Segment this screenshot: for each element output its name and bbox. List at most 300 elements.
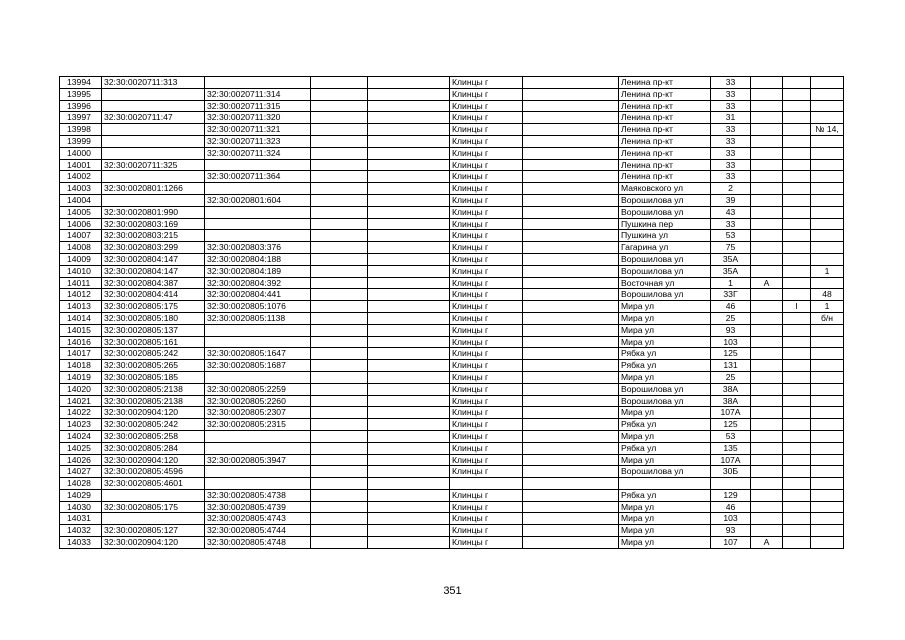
cell-cadastral-number-2: 32:30:0020805:3947 <box>205 454 311 466</box>
cell-house-number: 129 <box>711 489 751 501</box>
cell-col-empty-2 <box>368 230 450 242</box>
table-row <box>60 289 844 301</box>
cell-cadastral-number-1: 32:30:0020801:990 <box>102 206 205 218</box>
cell-cadastral-number-1: 32:30:0020805:161 <box>102 336 205 348</box>
cell-street: Ворошилова ул <box>619 395 711 407</box>
cell-col-empty-3 <box>523 525 619 537</box>
cell-building-letter <box>751 88 783 100</box>
cell-col-empty-3 <box>523 537 619 549</box>
table-row <box>60 478 844 490</box>
cell-col-empty-2 <box>368 124 450 136</box>
cell-building-letter <box>751 147 783 159</box>
cell-cadastral-number-1: 32:30:0020904:120 <box>102 407 205 419</box>
cell-col-empty-3 <box>523 230 619 242</box>
cell-street: Мира ул <box>619 430 711 442</box>
cell-col-empty-2 <box>368 348 450 360</box>
cell-col-empty-1 <box>311 336 368 348</box>
data-table <box>59 76 844 549</box>
cell-building-letter <box>751 371 783 383</box>
cell-row-number: 13995 <box>60 88 102 100</box>
cell-house-number: 33 <box>711 88 751 100</box>
cell-house-number: 43 <box>711 206 751 218</box>
table-row <box>60 466 844 478</box>
cell-building-letter <box>751 242 783 254</box>
cell-house-number: 53 <box>711 430 751 442</box>
cell-corpus <box>783 312 811 324</box>
cell-cadastral-number-2: 32:30:0020804:189 <box>205 265 311 277</box>
cell-col-empty-3 <box>523 112 619 124</box>
cell-city: Клинцы г <box>450 171 523 183</box>
cell-col-empty-1 <box>311 525 368 537</box>
cell-building-letter <box>751 419 783 431</box>
cell-col-empty-3 <box>523 100 619 112</box>
cell-row-number: 14031 <box>60 513 102 525</box>
table-row <box>60 112 844 124</box>
cell-col-empty-1 <box>311 112 368 124</box>
cell-cadastral-number-2 <box>205 478 311 490</box>
cell-building-letter <box>751 466 783 478</box>
cell-apartment <box>811 135 844 147</box>
cell-building-letter: А <box>751 277 783 289</box>
cell-apartment <box>811 407 844 419</box>
cell-apartment <box>811 513 844 525</box>
cell-apartment: 48 <box>811 289 844 301</box>
cell-col-empty-2 <box>368 525 450 537</box>
cell-corpus <box>783 419 811 431</box>
cell-col-empty-1 <box>311 159 368 171</box>
cell-corpus <box>783 525 811 537</box>
cell-building-letter <box>751 112 783 124</box>
cell-cadastral-number-2: 32:30:0020805:1138 <box>205 312 311 324</box>
cell-cadastral-number-1 <box>102 171 205 183</box>
cell-col-empty-3 <box>523 242 619 254</box>
cell-house-number: 107 <box>711 537 751 549</box>
cell-apartment <box>811 194 844 206</box>
cell-corpus <box>783 336 811 348</box>
cell-row-number: 14010 <box>60 265 102 277</box>
cell-cadastral-number-2: 32:30:0020711:321 <box>205 124 311 136</box>
cell-col-empty-3 <box>523 336 619 348</box>
cell-building-letter <box>751 407 783 419</box>
cell-row-number: 13999 <box>60 135 102 147</box>
cell-house-number: 35А <box>711 265 751 277</box>
cell-house-number: 33 <box>711 159 751 171</box>
cell-street: Маяковского ул <box>619 183 711 195</box>
cell-col-empty-2 <box>368 206 450 218</box>
cell-house-number: 75 <box>711 242 751 254</box>
cell-cadastral-number-2 <box>205 324 311 336</box>
cell-cadastral-number-2: 32:30:0020711:314 <box>205 88 311 100</box>
cell-house-number: 33 <box>711 135 751 147</box>
table-row <box>60 147 844 159</box>
cell-cadastral-number-2: 32:30:0020805:1687 <box>205 360 311 372</box>
cell-house-number: 33 <box>711 100 751 112</box>
cell-row-number: 14027 <box>60 466 102 478</box>
cell-street: Ворошилова ул <box>619 265 711 277</box>
cell-street: Мира ул <box>619 525 711 537</box>
cell-house-number: 30Б <box>711 466 751 478</box>
cell-city: Клинцы г <box>450 124 523 136</box>
cell-row-number: 14005 <box>60 206 102 218</box>
cell-col-empty-1 <box>311 324 368 336</box>
cell-city: Клинцы г <box>450 183 523 195</box>
cell-street: Гагарина ул <box>619 242 711 254</box>
cell-col-empty-3 <box>523 171 619 183</box>
cell-col-empty-2 <box>368 171 450 183</box>
cell-city: Клинцы г <box>450 289 523 301</box>
cell-house-number: 125 <box>711 348 751 360</box>
cell-city: Клинцы г <box>450 77 523 89</box>
cell-apartment <box>811 360 844 372</box>
cell-col-empty-3 <box>523 147 619 159</box>
cell-col-empty-1 <box>311 312 368 324</box>
cell-street: Ленина пр-кт <box>619 77 711 89</box>
cell-cadastral-number-2 <box>205 466 311 478</box>
cell-cadastral-number-2: 32:30:0020805:1647 <box>205 348 311 360</box>
cell-building-letter <box>751 183 783 195</box>
cell-building-letter <box>751 289 783 301</box>
cell-col-empty-1 <box>311 383 368 395</box>
cell-col-empty-3 <box>523 407 619 419</box>
cell-col-empty-1 <box>311 478 368 490</box>
cell-apartment <box>811 218 844 230</box>
table-row <box>60 360 844 372</box>
cell-corpus <box>783 466 811 478</box>
cell-building-letter <box>751 218 783 230</box>
cell-house-number: 31 <box>711 112 751 124</box>
cell-city: Клинцы г <box>450 301 523 313</box>
cell-city: Клинцы г <box>450 360 523 372</box>
cell-col-empty-3 <box>523 360 619 372</box>
cell-house-number: 1 <box>711 277 751 289</box>
cell-row-number: 14006 <box>60 218 102 230</box>
table-row <box>60 336 844 348</box>
cell-street: Мира ул <box>619 324 711 336</box>
cell-house-number: 93 <box>711 324 751 336</box>
cell-cadastral-number-1: 32:30:0020805:127 <box>102 525 205 537</box>
cell-building-letter <box>751 454 783 466</box>
cell-street: Мира ул <box>619 407 711 419</box>
cell-cadastral-number-2 <box>205 442 311 454</box>
cell-city: Клинцы г <box>450 253 523 265</box>
cell-col-empty-2 <box>368 407 450 419</box>
cell-cadastral-number-2: 32:30:0020805:2260 <box>205 395 311 407</box>
cell-corpus <box>783 407 811 419</box>
cell-apartment <box>811 525 844 537</box>
cell-col-empty-3 <box>523 395 619 407</box>
cell-col-empty-1 <box>311 348 368 360</box>
cell-cadastral-number-1: 32:30:0020711:47 <box>102 112 205 124</box>
cell-row-number: 14018 <box>60 360 102 372</box>
cell-street <box>619 478 711 490</box>
cell-row-number: 14025 <box>60 442 102 454</box>
table-row <box>60 124 844 136</box>
table-row <box>60 430 844 442</box>
cell-col-empty-1 <box>311 371 368 383</box>
cell-street: Ворошилова ул <box>619 466 711 478</box>
cell-street: Ленина пр-кт <box>619 135 711 147</box>
cell-cadastral-number-2 <box>205 430 311 442</box>
cell-cadastral-number-2: 32:30:0020711:364 <box>205 171 311 183</box>
cell-house-number: 33 <box>711 147 751 159</box>
table-row <box>60 371 844 383</box>
cell-col-empty-2 <box>368 100 450 112</box>
cell-cadastral-number-1: 32:30:0020805:242 <box>102 348 205 360</box>
cell-col-empty-3 <box>523 124 619 136</box>
cell-col-empty-3 <box>523 265 619 277</box>
cell-cadastral-number-1: 32:30:0020711:313 <box>102 77 205 89</box>
cell-col-empty-2 <box>368 77 450 89</box>
table-row <box>60 230 844 242</box>
cell-col-empty-1 <box>311 253 368 265</box>
cell-cadastral-number-2: 32:30:0020805:4743 <box>205 513 311 525</box>
cell-street: Мира ул <box>619 513 711 525</box>
cell-cadastral-number-1 <box>102 513 205 525</box>
cell-cadastral-number-1: 32:30:0020805:284 <box>102 442 205 454</box>
cell-row-number: 14021 <box>60 395 102 407</box>
cell-city: Клинцы г <box>450 312 523 324</box>
cell-row-number: 14026 <box>60 454 102 466</box>
cell-col-empty-2 <box>368 336 450 348</box>
cell-col-empty-1 <box>311 301 368 313</box>
cell-city: Клинцы г <box>450 513 523 525</box>
cell-row-number: 14017 <box>60 348 102 360</box>
cell-cadastral-number-1: 32:30:0020805:137 <box>102 324 205 336</box>
cell-house-number: 125 <box>711 419 751 431</box>
cell-cadastral-number-2: 32:30:0020711:324 <box>205 147 311 159</box>
cell-col-empty-2 <box>368 454 450 466</box>
cell-col-empty-2 <box>368 88 450 100</box>
cell-cadastral-number-2 <box>205 371 311 383</box>
cell-col-empty-1 <box>311 88 368 100</box>
cell-row-number: 14009 <box>60 253 102 265</box>
cell-row-number: 14032 <box>60 525 102 537</box>
cell-corpus <box>783 230 811 242</box>
cell-col-empty-1 <box>311 419 368 431</box>
cell-corpus <box>783 253 811 265</box>
cell-corpus: I <box>783 301 811 313</box>
cell-corpus <box>783 442 811 454</box>
table-row <box>60 301 844 313</box>
cell-apartment <box>811 466 844 478</box>
cell-cadastral-number-1: 32:30:0020805:258 <box>102 430 205 442</box>
cell-cadastral-number-1 <box>102 147 205 159</box>
cell-cadastral-number-1: 32:30:0020805:175 <box>102 301 205 313</box>
cell-apartment <box>811 537 844 549</box>
cell-street: Мира ул <box>619 537 711 549</box>
cell-city: Клинцы г <box>450 112 523 124</box>
cell-col-empty-2 <box>368 242 450 254</box>
cell-cadastral-number-1: 32:30:0020804:387 <box>102 277 205 289</box>
cell-city: Клинцы г <box>450 466 523 478</box>
cell-cadastral-number-1 <box>102 489 205 501</box>
cell-col-empty-2 <box>368 395 450 407</box>
cell-corpus <box>783 77 811 89</box>
cell-street: Мира ул <box>619 301 711 313</box>
cell-cadastral-number-2: 32:30:0020805:2259 <box>205 383 311 395</box>
cell-row-number: 14004 <box>60 194 102 206</box>
table-row <box>60 489 844 501</box>
cell-col-empty-3 <box>523 501 619 513</box>
cell-col-empty-2 <box>368 537 450 549</box>
cell-col-empty-2 <box>368 253 450 265</box>
cell-col-empty-2 <box>368 301 450 313</box>
cell-building-letter <box>751 265 783 277</box>
cell-building-letter <box>751 478 783 490</box>
cell-house-number: 33 <box>711 77 751 89</box>
cell-apartment <box>811 348 844 360</box>
cell-apartment <box>811 147 844 159</box>
cell-col-empty-1 <box>311 513 368 525</box>
cell-building-letter <box>751 171 783 183</box>
cell-apartment <box>811 253 844 265</box>
cell-street: Ленина пр-кт <box>619 88 711 100</box>
cell-cadastral-number-2: 32:30:0020805:2307 <box>205 407 311 419</box>
cell-city: Клинцы г <box>450 454 523 466</box>
cell-row-number: 14033 <box>60 537 102 549</box>
cell-building-letter <box>751 194 783 206</box>
cell-house-number: 33Г <box>711 289 751 301</box>
cell-street: Рябка ул <box>619 442 711 454</box>
cell-house-number: 39 <box>711 194 751 206</box>
cell-col-empty-1 <box>311 430 368 442</box>
cell-corpus <box>783 360 811 372</box>
table-row <box>60 77 844 89</box>
cell-apartment <box>811 383 844 395</box>
cell-apartment: 1 <box>811 265 844 277</box>
cell-col-empty-2 <box>368 501 450 513</box>
cell-col-empty-3 <box>523 371 619 383</box>
cell-apartment <box>811 430 844 442</box>
table-row <box>60 242 844 254</box>
cell-building-letter <box>751 312 783 324</box>
cell-apartment <box>811 501 844 513</box>
cell-col-empty-3 <box>523 348 619 360</box>
cell-col-empty-1 <box>311 265 368 277</box>
cell-city <box>450 478 523 490</box>
cell-corpus <box>783 289 811 301</box>
cell-cadastral-number-2: 32:30:0020805:2315 <box>205 419 311 431</box>
cell-city: Клинцы г <box>450 194 523 206</box>
cell-row-number: 14022 <box>60 407 102 419</box>
cell-building-letter <box>751 230 783 242</box>
cell-col-empty-2 <box>368 312 450 324</box>
cell-apartment <box>811 230 844 242</box>
cell-corpus <box>783 454 811 466</box>
cell-row-number: 14000 <box>60 147 102 159</box>
cell-house-number: 46 <box>711 301 751 313</box>
table-row <box>60 383 844 395</box>
cell-corpus <box>783 88 811 100</box>
cell-house-number: 103 <box>711 336 751 348</box>
cell-cadastral-number-2: 32:30:0020801:604 <box>205 194 311 206</box>
cell-col-empty-2 <box>368 478 450 490</box>
cell-col-empty-3 <box>523 301 619 313</box>
cell-corpus <box>783 206 811 218</box>
cell-building-letter <box>751 383 783 395</box>
cell-col-empty-1 <box>311 395 368 407</box>
cell-street: Рябка ул <box>619 419 711 431</box>
table-row <box>60 395 844 407</box>
cell-cadastral-number-1: 32:30:0020711:325 <box>102 159 205 171</box>
cell-row-number: 14003 <box>60 183 102 195</box>
cell-col-empty-1 <box>311 466 368 478</box>
cell-city: Клинцы г <box>450 159 523 171</box>
cell-row-number: 14013 <box>60 301 102 313</box>
cell-building-letter <box>751 395 783 407</box>
cell-col-empty-2 <box>368 265 450 277</box>
cell-street: Восточная ул <box>619 277 711 289</box>
cell-cadastral-number-2: 32:30:0020803:376 <box>205 242 311 254</box>
table-row <box>60 183 844 195</box>
cell-row-number: 14012 <box>60 289 102 301</box>
cell-street: Пушкина ул <box>619 230 711 242</box>
cell-building-letter <box>751 206 783 218</box>
cell-building-letter <box>751 513 783 525</box>
cell-building-letter <box>751 525 783 537</box>
cell-col-empty-1 <box>311 135 368 147</box>
cell-city: Клинцы г <box>450 442 523 454</box>
cell-corpus <box>783 513 811 525</box>
cell-building-letter <box>751 301 783 313</box>
cell-col-empty-1 <box>311 206 368 218</box>
cell-cadastral-number-2: 32:30:0020804:188 <box>205 253 311 265</box>
cell-col-empty-3 <box>523 466 619 478</box>
cell-house-number: 2 <box>711 183 751 195</box>
cell-cadastral-number-2 <box>205 230 311 242</box>
table-row <box>60 88 844 100</box>
table-row <box>60 312 844 324</box>
cell-street: Ворошилова ул <box>619 289 711 301</box>
cell-col-empty-3 <box>523 383 619 395</box>
cell-city: Клинцы г <box>450 371 523 383</box>
cell-corpus <box>783 218 811 230</box>
table-row <box>60 537 844 549</box>
cell-city: Клинцы г <box>450 277 523 289</box>
table-row <box>60 265 844 277</box>
cell-apartment <box>811 336 844 348</box>
cell-street: Ленина пр-кт <box>619 147 711 159</box>
cell-row-number: 14001 <box>60 159 102 171</box>
cell-building-letter <box>751 360 783 372</box>
cell-cadastral-number-1 <box>102 100 205 112</box>
cell-house-number <box>711 478 751 490</box>
cell-cadastral-number-1: 32:30:0020804:414 <box>102 289 205 301</box>
cell-house-number: 33 <box>711 124 751 136</box>
cell-row-number: 14030 <box>60 501 102 513</box>
cell-corpus <box>783 501 811 513</box>
cell-col-empty-1 <box>311 194 368 206</box>
cell-cadastral-number-2 <box>205 159 311 171</box>
cell-building-letter <box>751 430 783 442</box>
cell-col-empty-2 <box>368 147 450 159</box>
cell-house-number: 53 <box>711 230 751 242</box>
cell-street: Мира ул <box>619 501 711 513</box>
cell-cadastral-number-2: 32:30:0020805:1076 <box>205 301 311 313</box>
cell-col-empty-1 <box>311 289 368 301</box>
cell-apartment: 1 <box>811 301 844 313</box>
cell-col-empty-2 <box>368 277 450 289</box>
cell-col-empty-3 <box>523 88 619 100</box>
cell-cadastral-number-2: 32:30:0020805:4748 <box>205 537 311 549</box>
cell-col-empty-1 <box>311 242 368 254</box>
cell-col-empty-2 <box>368 159 450 171</box>
cell-corpus <box>783 478 811 490</box>
cell-house-number: 38А <box>711 383 751 395</box>
cell-col-empty-1 <box>311 360 368 372</box>
cell-cadastral-number-1: 32:30:0020804:147 <box>102 253 205 265</box>
cell-house-number: 107А <box>711 454 751 466</box>
